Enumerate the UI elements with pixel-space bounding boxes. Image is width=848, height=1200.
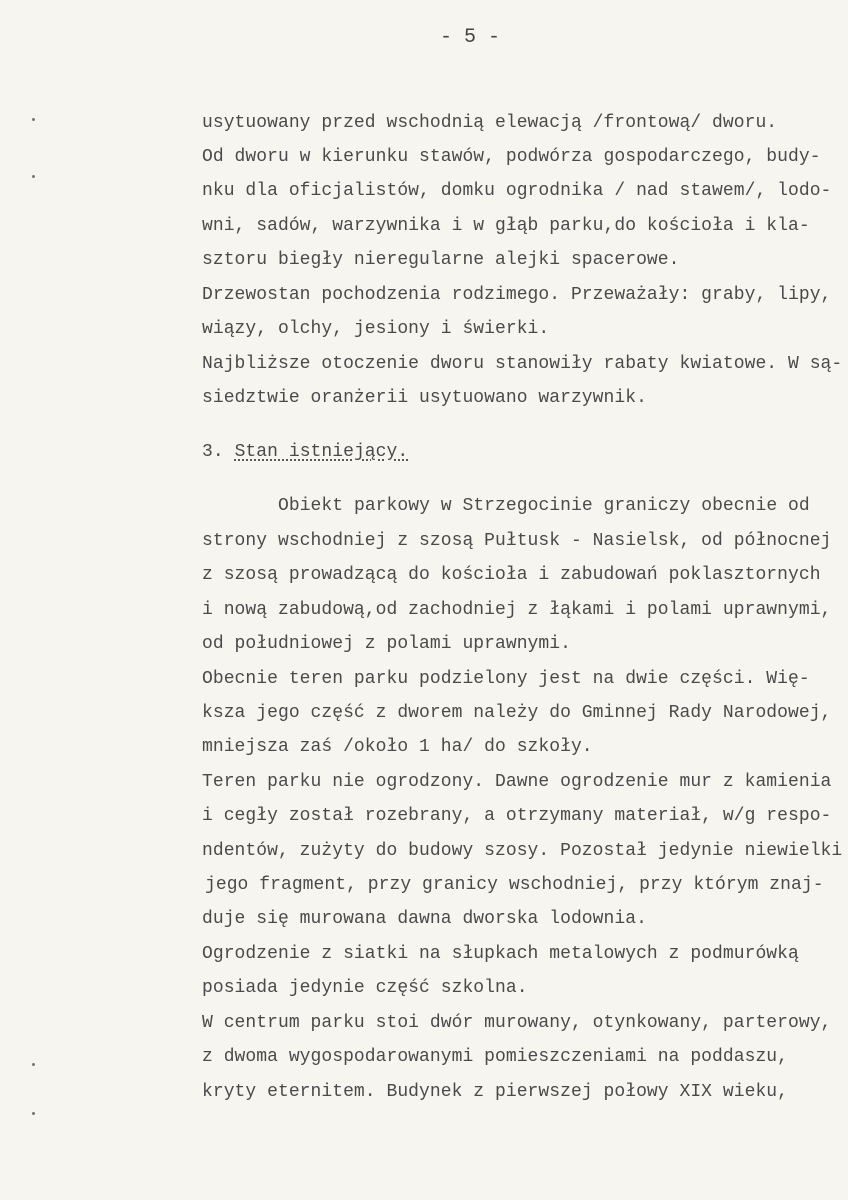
text-line: wni, sadów, warzywnika i w głąb parku,do kościoła i kla- [202, 216, 810, 236]
section-heading [202, 441, 408, 463]
margin-mark [32, 1063, 35, 1066]
section-number: 3. [202, 442, 224, 462]
text-line: Od dworu w kierunku stawów, podwórza gospodarczego, budy- [202, 147, 821, 167]
text-line: siedztwie oranżerii usytuowano warzywnik. [202, 388, 647, 408]
text-line: od południowej z polami uprawnymi. [202, 634, 571, 654]
text-line: Ogrodzenie z siatki na słupkach metalowych z podmurówką [202, 944, 799, 964]
text-line: strony wschodniej z szosą Pułtusk - Nasielsk, od północnej [202, 531, 832, 551]
section-title: Stan istniejący. [234, 442, 409, 462]
text-line: nku dla oficjalistów, domku ogrodnika / nad stawem/, lodo- [202, 181, 832, 201]
text-line: ndentów, zużyty do budowy szosy. Pozostał jedynie niewielki [202, 841, 843, 861]
text-line: W centrum parku stoi dwór murowany, otynkowany, parterowy, [202, 1013, 832, 1033]
text-line: duje się murowana dawna dworska lodownia. [202, 909, 647, 929]
page-number: - 5 - [440, 26, 501, 49]
text-line: mniejsza zaś /około 1 ha/ do szkoły. [202, 737, 593, 757]
text-line: Najbliższe otoczenie dworu stanowiły rabaty kwiatowe. W są- [202, 354, 843, 374]
text-line: z szosą prowadzącą do kościoła i zabudowań poklasztornych [202, 565, 821, 585]
margin-mark [32, 175, 35, 178]
text-line: Teren parku nie ogrodzony. Dawne ogrodzenie mur z kamienia [202, 772, 832, 792]
text-line: i nową zabudową,od zachodniej z łąkami i polami uprawnymi, [202, 600, 832, 620]
margin-mark [32, 118, 35, 121]
text-line: ksza jego część z dworem należy do Gminnej Rady Narodowej, [202, 703, 832, 723]
text-line: Obiekt parkowy w Strzegocinie graniczy obecnie od [278, 496, 810, 516]
text-line: Drzewostan pochodzenia rodzimego. Przeważały: graby, lipy, [202, 285, 832, 305]
text-line: kryty eternitem. Budynek z pierwszej połowy XIX wieku, [202, 1082, 788, 1102]
text-line: i cegły został rozebrany, a otrzymany materiał, w/g respo- [202, 806, 832, 826]
text-line: wiązy, olchy, jesiony i świerki. [202, 319, 550, 339]
margin-mark [32, 1112, 35, 1115]
text-line: usytuowany przed wschodnią elewacją /frontową/ dworu. [202, 113, 778, 133]
text-line: sztoru biegły nieregularne alejki spacerowe. [202, 250, 680, 270]
text-line: z dwoma wygospodarowanymi pomieszczeniami na poddaszu, [202, 1047, 788, 1067]
text-line: jego fragment, przy granicy wschodniej, przy którym znaj- [205, 875, 824, 895]
text-line: Obecnie teren parku podzielony jest na dwie części. Wię- [202, 669, 810, 689]
text-line: posiada jedynie część szkolna. [202, 978, 528, 998]
